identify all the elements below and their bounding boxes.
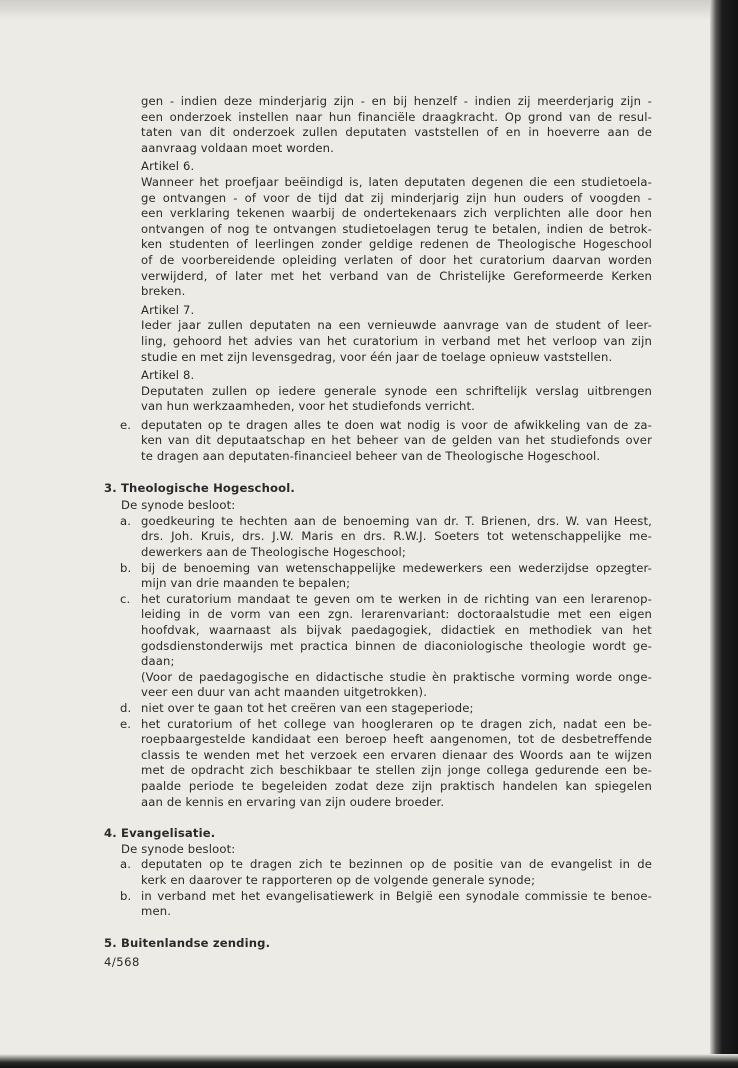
text-line: bij de benoeming van wetenschappelijke medewerkers een wederzijdse opzegter-	[141, 560, 652, 575]
list-item-b	[104, 889, 652, 920]
text-line: daan;	[141, 654, 175, 669]
text-line: goedkeuring te hechten aan de benoeming van dr. T. Brienen, drs. W. van Heest,	[141, 513, 652, 528]
text-line: roepbaargestelde kandidaat een beroep heeft aangenomen, tot de desbetreffende	[141, 732, 652, 747]
text-line: kerk en daarover te rapporteren op de volgende generale synode;	[141, 872, 536, 887]
text-line: met de opdracht zich beschikbaar te stellen zijn jonge collega gedurende een be-	[141, 763, 652, 778]
text-line: of de voorbereidende opleiding verlaten of door het curatorium daarvan worden	[141, 252, 652, 267]
list-item-b	[104, 561, 652, 592]
text-line: ge ontvangen - of voor de tijd dat zij minderjarig zijn hun ouders of voogden -	[141, 190, 652, 205]
section-intro: De synode besloot:	[121, 498, 236, 513]
section-number: 5.	[104, 935, 117, 950]
text-line: veer een duur van acht maanden uitgetrokken).	[141, 685, 428, 700]
list-marker: e.	[120, 417, 132, 432]
scan-edge-right	[710, 0, 738, 1068]
text-line: studie en met zijn levensgedrag, voor één jaar de toelage opnieuw vaststellen.	[141, 349, 613, 364]
section-5-heading	[104, 936, 652, 952]
article-6	[141, 159, 652, 299]
text-line: ken studenten of leerlingen zonder geldige redenen de Theologische Hogeschool	[141, 237, 652, 252]
list-marker: b.	[120, 888, 132, 903]
list-item-a	[104, 857, 652, 888]
section-title: Evangelisatie.	[121, 826, 216, 841]
list-item-c	[104, 592, 652, 701]
text-line: men.	[141, 904, 172, 919]
text-line: deputaten op te dragen zich te bezinnen op de positie van de evangelist in de	[141, 857, 652, 872]
text-line: gen - indien deze minderjarig zijn - en bij henzelf - indien zij meerderjarig zijn -	[141, 94, 652, 108]
text-line: dewerkers aan de Theologische Hogeschool;	[141, 545, 406, 560]
scan-edge-top	[0, 0, 738, 20]
text-line: het curatorium mandaat te geven om te werken in de richting van een lerarenop-	[141, 591, 652, 606]
text-line: ken van dit deputaatschap en het beheer van de gelden van het studiefonds over	[141, 433, 652, 448]
page-number: 4/568	[104, 955, 140, 970]
list-item-e	[104, 418, 652, 465]
intro-paragraph	[141, 94, 652, 156]
list-item-a	[104, 514, 652, 561]
section-number: 3.	[104, 480, 117, 495]
text-line: Ieder jaar zullen deputaten na een vernieuwde aanvrage van de student of leer-	[141, 318, 652, 333]
text-line: een verklaring tekenen waarbij de ondertekenaars zich verplichten alle door hen	[141, 206, 652, 221]
document-page	[104, 94, 652, 971]
section-number: 4.	[104, 826, 117, 841]
section-title: Theologische Hogeschool.	[121, 480, 295, 495]
text-line: een onderzoek instellen naar hun financiële draagkracht. Op grond van de resul-	[141, 109, 652, 124]
text-line: ontvangen of nog te ontvangen studietoelagen terug te betalen, indien de betrok-	[141, 221, 652, 236]
text-line: Deputaten zullen op iedere generale synode een schriftelijk verslag uitbrengen	[141, 383, 652, 398]
article-7	[141, 303, 652, 365]
text-line: godsdienstonderwijs met practica binnen de diaconiologische theologie wordt ge-	[141, 638, 652, 653]
text-line: leiding in de vorm van een zgn. lerarenvariant: doctoraalstudie met een eigen	[141, 607, 652, 622]
list-marker: a.	[120, 857, 132, 872]
scan-edge-bottom	[0, 1054, 738, 1068]
text-line: Wanneer het proefjaar beëindigd is, laten deputaten degenen die een studietoela-	[141, 174, 652, 189]
text-line: taten van dit onderzoek zullen deputaten vaststellen of en in hoeverre aan de	[141, 125, 652, 140]
section-title: Buitenlandse zending.	[121, 935, 271, 950]
text-line: in verband met het evangelisatiewerk in België een synodale commissie te benoe-	[141, 888, 652, 903]
text-line: deputaten op te dragen alles te doen wat nodig is voor de afwikkeling van de za-	[141, 417, 652, 432]
section-4-heading	[104, 826, 652, 842]
text-line: mijn van drie maanden te bepalen;	[141, 576, 351, 591]
text-line: classis te wenden met het verzoek een ervaren dienaar des Woords aan te wijzen	[141, 747, 652, 762]
article-heading: Artikel 8.	[141, 368, 195, 383]
text-line: aan de kennis en ervaring van zijn oudere broeder.	[141, 794, 445, 809]
section-3-heading	[104, 481, 652, 497]
list-marker: a.	[120, 513, 132, 528]
text-line: van hun werkzaamheden, voor het studiefonds verricht.	[141, 399, 476, 414]
list-item-d	[104, 701, 652, 717]
text-line: breken.	[141, 284, 186, 299]
article-heading: Artikel 7.	[141, 302, 195, 317]
text-line: het curatorium of het college van hoogleraren op te dragen zich, nadat een be-	[141, 716, 652, 731]
text-line: verwijderd, of later met het verband van de Christelijke Gereformeerde Kerken	[141, 268, 652, 283]
list-marker: b.	[120, 560, 132, 575]
text-line: niet over te gaan tot het creëren van een stageperiode;	[141, 700, 474, 715]
text-line: (Voor de paedagogische en didactische studie èn praktische vorming worde onge-	[141, 669, 652, 684]
article-8	[141, 368, 652, 415]
text-line: ling, gehoord het advies van het curatorium in verband met het verloop van zijn	[141, 333, 652, 348]
list-item-e	[104, 717, 652, 811]
text-line: drs. Joh. Kruis, drs. J.W. Maris en drs. R.W.J. Soeters tot wetenschappelijke me-	[141, 529, 652, 544]
list-marker: d.	[120, 700, 132, 715]
text-line: te dragen aan deputaten-financieel beheer van de Theologische Hogeschool.	[141, 449, 601, 464]
text-line: paalde periode te begeleiden zodat deze zijn praktisch handelen kan spiegelen	[141, 778, 652, 793]
section-intro: De synode besloot:	[121, 841, 236, 856]
text-line: aanvraag voldaan moet worden.	[141, 140, 334, 155]
text-line: hoofdvak, waarnaast als bijvak paedagogiek, didactiek en methodiek van het	[141, 623, 652, 637]
article-heading: Artikel 6.	[141, 159, 195, 174]
list-marker: e.	[120, 716, 132, 731]
list-marker: c.	[120, 591, 131, 606]
